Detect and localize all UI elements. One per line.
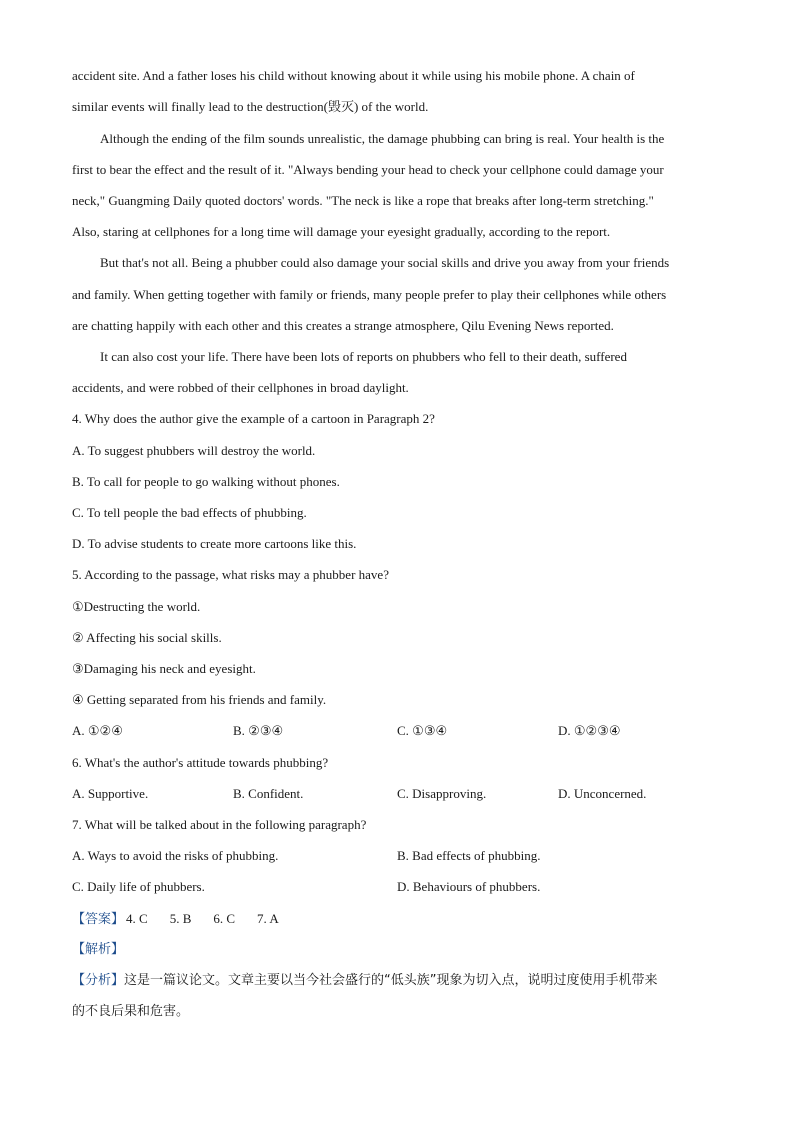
q5-option-a: A. ①②④	[72, 723, 123, 738]
q5-item-4: ④ Getting separated from his friends and family.	[72, 692, 327, 707]
q4-option-b: B. To call for people to go walking without phones.	[72, 474, 340, 489]
q6-option-d: D. Unconcerned.	[558, 786, 647, 801]
passage-line: accident site. And a father loses his child without knowing about it while using his mobile phone. A chain of	[72, 68, 635, 83]
passage-line: accidents, and were robbed of their cellphones in broad daylight.	[72, 380, 409, 395]
q5-option-b: B. ②③④	[233, 723, 284, 738]
q6-option-c: C. Disapproving.	[397, 786, 487, 801]
question-6: 6. What's the author's attitude towards phubbing?	[72, 755, 329, 770]
q7-option-a: A. Ways to avoid the risks of phubbing.	[72, 848, 279, 863]
q6-option-a: A. Supportive.	[72, 786, 149, 801]
q5-item-2: ② Affecting his social skills.	[72, 630, 222, 645]
question-7: 7. What will be talked about in the following paragraph?	[72, 817, 367, 832]
q5-item-1: ①Destructing the world.	[72, 599, 201, 614]
q4-option-a: A. To suggest phubbers will destroy the world.	[72, 443, 316, 458]
passage-line: first to bear the effect and the result of it. "Always bending your head to check your cellphone could damage your	[72, 162, 664, 177]
q4-option-d: D. To advise students to create more cartoons like this.	[72, 536, 357, 551]
passage-line: Also, staring at cellphones for a long time will damage your eyesight gradually, according to the report.	[72, 224, 611, 239]
answer-value: 4. C	[126, 911, 148, 926]
q7-option-c: C. Daily life of phubbers.	[72, 879, 205, 894]
analysis-summary	[72, 973, 658, 989]
answer-value: 5. B	[169, 911, 192, 926]
question-4: 4. Why does the author give the example of a cartoon in Paragraph 2?	[72, 411, 435, 426]
q6-option-b: B. Confident.	[233, 786, 304, 801]
q4-option-c: C. To tell people the bad effects of phubbing.	[72, 505, 307, 520]
passage-line: Although the ending of the film sounds unrealistic, the damage phubbing can bring is real. Your health is the	[100, 131, 665, 146]
passage-line: and family. When getting together with family or friends, many people prefer to play their cellphones while others	[72, 287, 667, 302]
passage-line: It can also cost your life. There have been lots of reports on phubbers who fell to their death, suffered	[100, 349, 627, 364]
analysis-label: 【解析】	[72, 942, 125, 957]
q5-option-c: C. ①③④	[397, 723, 448, 738]
answer-label: 【答案】	[72, 912, 125, 927]
q7-option-b: B. Bad effects of phubbing.	[397, 848, 541, 863]
analysis-summary-cont: 的不良后果和危害。	[72, 1004, 190, 1019]
passage-line: similar events will finally lead to the destruction(毁灭) of the world.	[72, 99, 429, 114]
passage-line: are chatting happily with each other and this creates a strange atmosphere, Qilu Evening News reported.	[72, 318, 614, 333]
passage-line: But that's not all. Being a phubber could also damage your social skills and drive you away from your friends	[100, 255, 670, 270]
passage-line: neck," Guangming Daily quoted doctors' words. "The neck is like a rope that breaks after long-term stretching."	[72, 193, 654, 208]
summary-label: 【分析】	[72, 973, 125, 988]
answer-line	[72, 911, 301, 928]
q5-option-d: D. ①②③④	[558, 723, 621, 738]
q7-option-d: D. Behaviours of phubbers.	[397, 879, 541, 894]
q5-item-3: ③Damaging his neck and eyesight.	[72, 661, 256, 676]
answer-value: 6. C	[213, 911, 236, 926]
answer-value: 7. A	[257, 911, 279, 926]
question-5: 5. According to the passage, what risks may a phubber have?	[72, 567, 389, 582]
summary-text: 这是一篇议论文。文章主要以当今社会盛行的“低头族”现象为切入点，说明过度使用手机带来	[124, 973, 658, 988]
